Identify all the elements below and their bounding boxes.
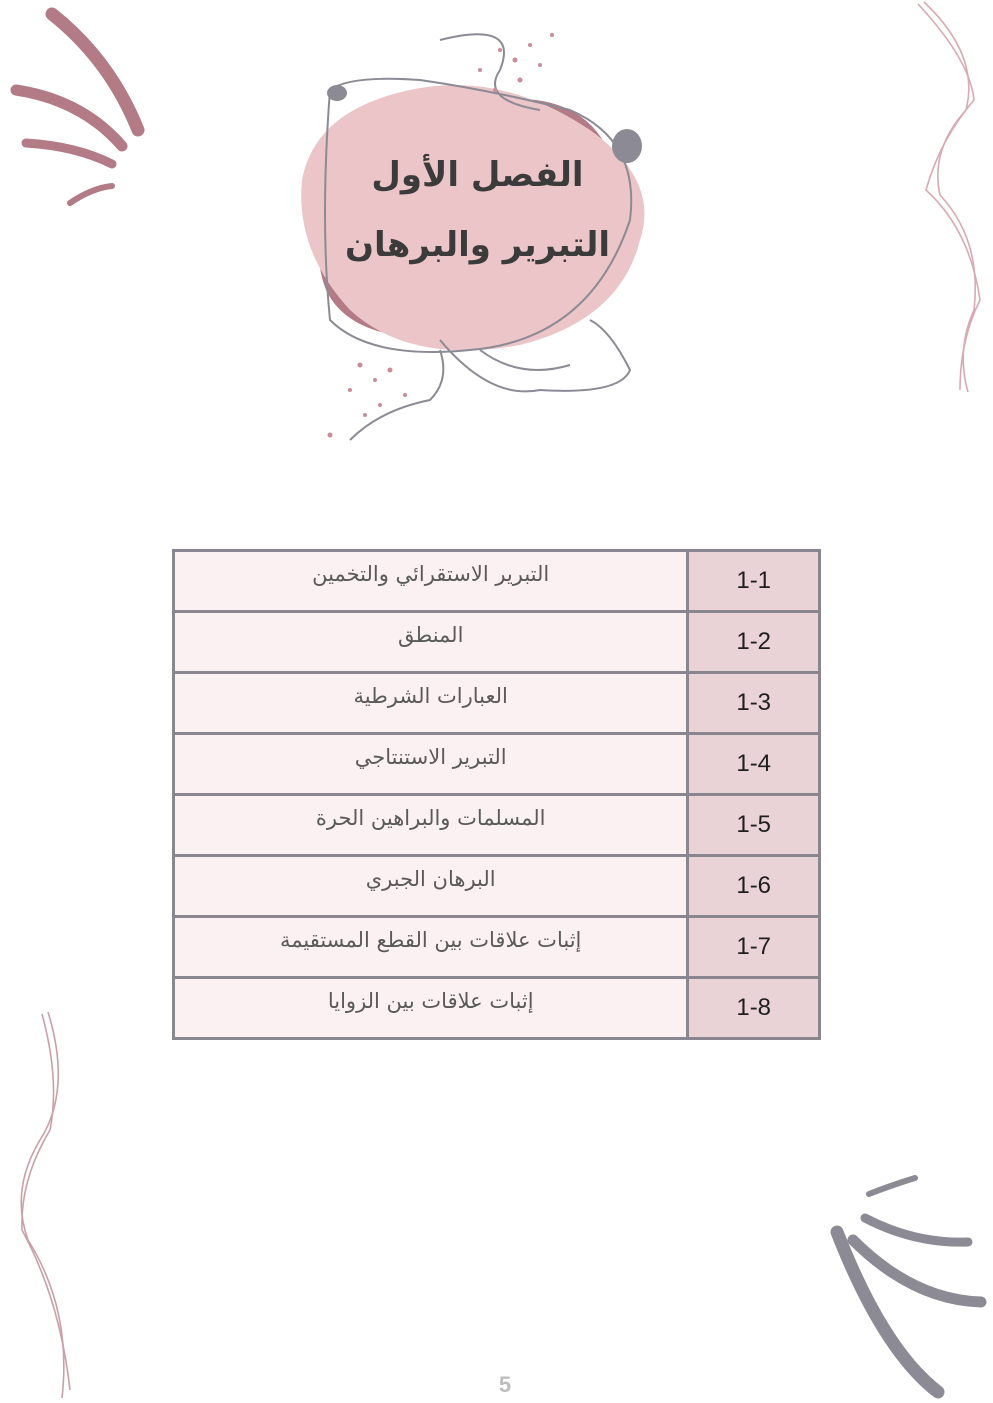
toc-number: 1-4 <box>688 734 820 795</box>
toc-topic: العبارات الشرطية <box>174 673 688 734</box>
page-number: 5 <box>498 1372 512 1397</box>
toc-row <box>174 978 820 1039</box>
chapter-heading: الفصل الأول <box>371 155 584 195</box>
toc-row <box>174 734 820 795</box>
toc-row <box>174 856 820 917</box>
toc-topic: المسلمات والبراهين الحرة <box>174 795 688 856</box>
decorative-strokes-bottom-right <box>823 1170 993 1403</box>
toc-row <box>174 673 820 734</box>
table-of-contents <box>172 549 821 1040</box>
decorative-strokes-top-left <box>0 0 170 220</box>
toc-row <box>174 795 820 856</box>
toc-number: 1-1 <box>688 551 820 612</box>
toc-number: 1-2 <box>688 612 820 673</box>
toc-topic: إثبات علاقات بين الزوايا <box>174 978 688 1039</box>
toc-number: 1-7 <box>688 917 820 978</box>
toc-row <box>174 917 820 978</box>
toc-number: 1-6 <box>688 856 820 917</box>
toc-number: 1-3 <box>688 673 820 734</box>
toc-topic: التبرير الاستنتاجي <box>174 734 688 795</box>
toc-number: 1-8 <box>688 978 820 1039</box>
toc-topic: التبرير الاستقرائي والتخمين <box>174 551 688 612</box>
toc-number: 1-5 <box>688 795 820 856</box>
toc-row <box>174 551 820 612</box>
toc-topic: البرهان الجبري <box>174 856 688 917</box>
chapter-title: التبرير والبرهان <box>344 225 611 265</box>
toc-topic: إثبات علاقات بين القطع المستقيمة <box>174 917 688 978</box>
decorative-squiggle-top-right <box>900 0 993 400</box>
decorative-squiggle-bottom-left <box>0 1010 90 1403</box>
toc-row <box>174 612 820 673</box>
chapter-title-block <box>300 140 655 280</box>
toc-topic: المنطق <box>174 612 688 673</box>
